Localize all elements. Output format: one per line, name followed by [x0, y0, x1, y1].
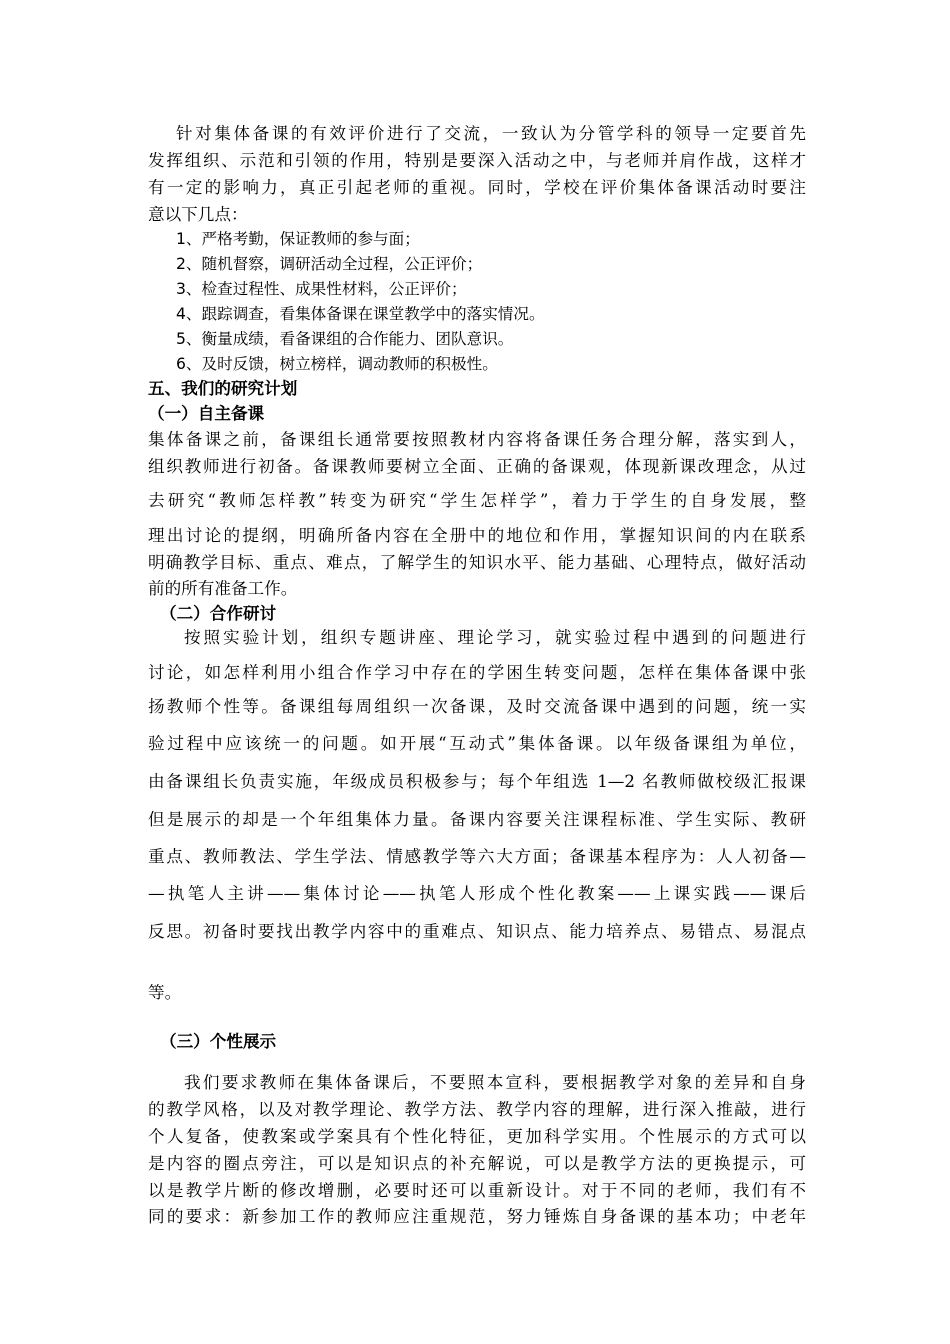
section-heading: 五、我们的研究计划 [148, 379, 298, 398]
paragraph-line: 同的要求：新参加工作的教师应注重规范，努力锤炼自身备课的基本功；中老年 [148, 1207, 806, 1226]
paragraph-line: 针对集体备课的有效评价进行了交流，一致认为分管学科的领导一定要首先 [176, 124, 806, 143]
paragraph-line: 按照实验计划，组织专题讲座、理论学习，就实验过程中遇到的问题进行 [184, 628, 806, 647]
paragraph-line: 的教学风格，以及对教学理论、教学方法、教学内容的理解，进行深入推敲，进行 [148, 1100, 806, 1119]
subsection-heading: （一）自主备课 [148, 404, 265, 423]
paragraph-line: 扬教师个性等。备课组每周组织一次备课，及时交流备课中遇到的问题，统一实 [148, 697, 806, 716]
subsection-heading: （二）合作研讨 [160, 604, 277, 623]
paragraph-line: 集体备课之前，备课组长通常要按照教材内容将备课任务合理分解，落实到人， [148, 430, 806, 449]
list-item: 4、跟踪调查，看集体备课在课堂教学中的落实情况。 [176, 305, 545, 323]
paragraph-line: 但是展示的却是一个年组集体力量。备课内容要关注课程标准、学生实际、教研 [148, 810, 806, 829]
list-item: 6、及时反馈，树立榜样，调动教师的积极性。 [176, 355, 498, 373]
paragraph-line: 等。 [148, 983, 182, 1002]
paragraph-line: 理出讨论的提纲，明确所备内容在全册中的地位和作用，掌握知识间的内在联系 [148, 526, 806, 545]
list-item: 2、随机督察，调研活动全过程，公正评价； [176, 255, 483, 273]
paragraph-line: 以是教学片断的修改增删，必要时还可以重新设计。对于不同的老师，我们有不 [148, 1181, 806, 1200]
paragraph-line: —执笔人主讲——集体讨论——执笔人形成个性化教案——上课实践——课后 [148, 884, 806, 903]
list-item: 1、严格考勤，保证教师的参与面； [176, 230, 420, 248]
paragraph-line: 组织教师进行初备。备课教师要树立全面、正确的备课观，体现新课改理念，从过 [148, 457, 806, 476]
paragraph-line: 验过程中应该统一的问题。如开展“互动式”集体备课。以年级备课组为单位， [148, 734, 806, 753]
paragraph-line: 去研究“教师怎样教”转变为研究“学生怎样学”，着力于学生的自身发展，整 [148, 491, 806, 510]
paragraph-line: 讨论，如怎样利用小组合作学习中存在的学困生转变问题，怎样在集体备课中张 [148, 663, 806, 682]
paragraph-line: 意以下几点： [148, 205, 248, 224]
subsection-heading: （三）个性展示 [160, 1032, 277, 1051]
paragraph-line: 明确教学目标、重点、难点，了解学生的知识水平、能力基础、心理特点，做好活动 [148, 553, 806, 572]
paragraph-line: 个人复备，使教案或学案具有个性化特征，更加科学实用。个性展示的方式可以 [148, 1127, 806, 1146]
paragraph-line: 是内容的圈点旁注，可以是知识点的补充解说，可以是教学方法的更换提示，可 [148, 1154, 806, 1173]
paragraph-line: 重点、教师教法、学生学法、情感教学等六大方面；备课基本程序为：人人初备— [148, 847, 806, 866]
paragraph-line: 由备课组长负责实施，年级成员积极参与；每个年组选 1—2 名教师做校级汇报课 [148, 772, 806, 791]
list-item: 3、检查过程性、成果性材料，公正评价； [176, 280, 467, 298]
paragraph-line: 有一定的影响力，真正引起老师的重视。同时，学校在评价集体备课活动时要注 [148, 178, 806, 197]
paragraph-line: 反思。初备时要找出教学内容中的重难点、知识点、能力培养点、易错点、易混点 [148, 922, 806, 941]
paragraph-line: 发挥组织、示范和引领的作用，特别是要深入活动之中，与老师并肩作战，这样才 [148, 151, 806, 170]
paragraph-line: 前的所有准备工作。 [148, 579, 298, 598]
list-item: 5、衡量成绩，看备课组的合作能力、团队意识。 [176, 330, 514, 348]
paragraph-line: 我们要求教师在集体备课后，不要照本宣科，要根据教学对象的差异和自身 [184, 1073, 806, 1092]
